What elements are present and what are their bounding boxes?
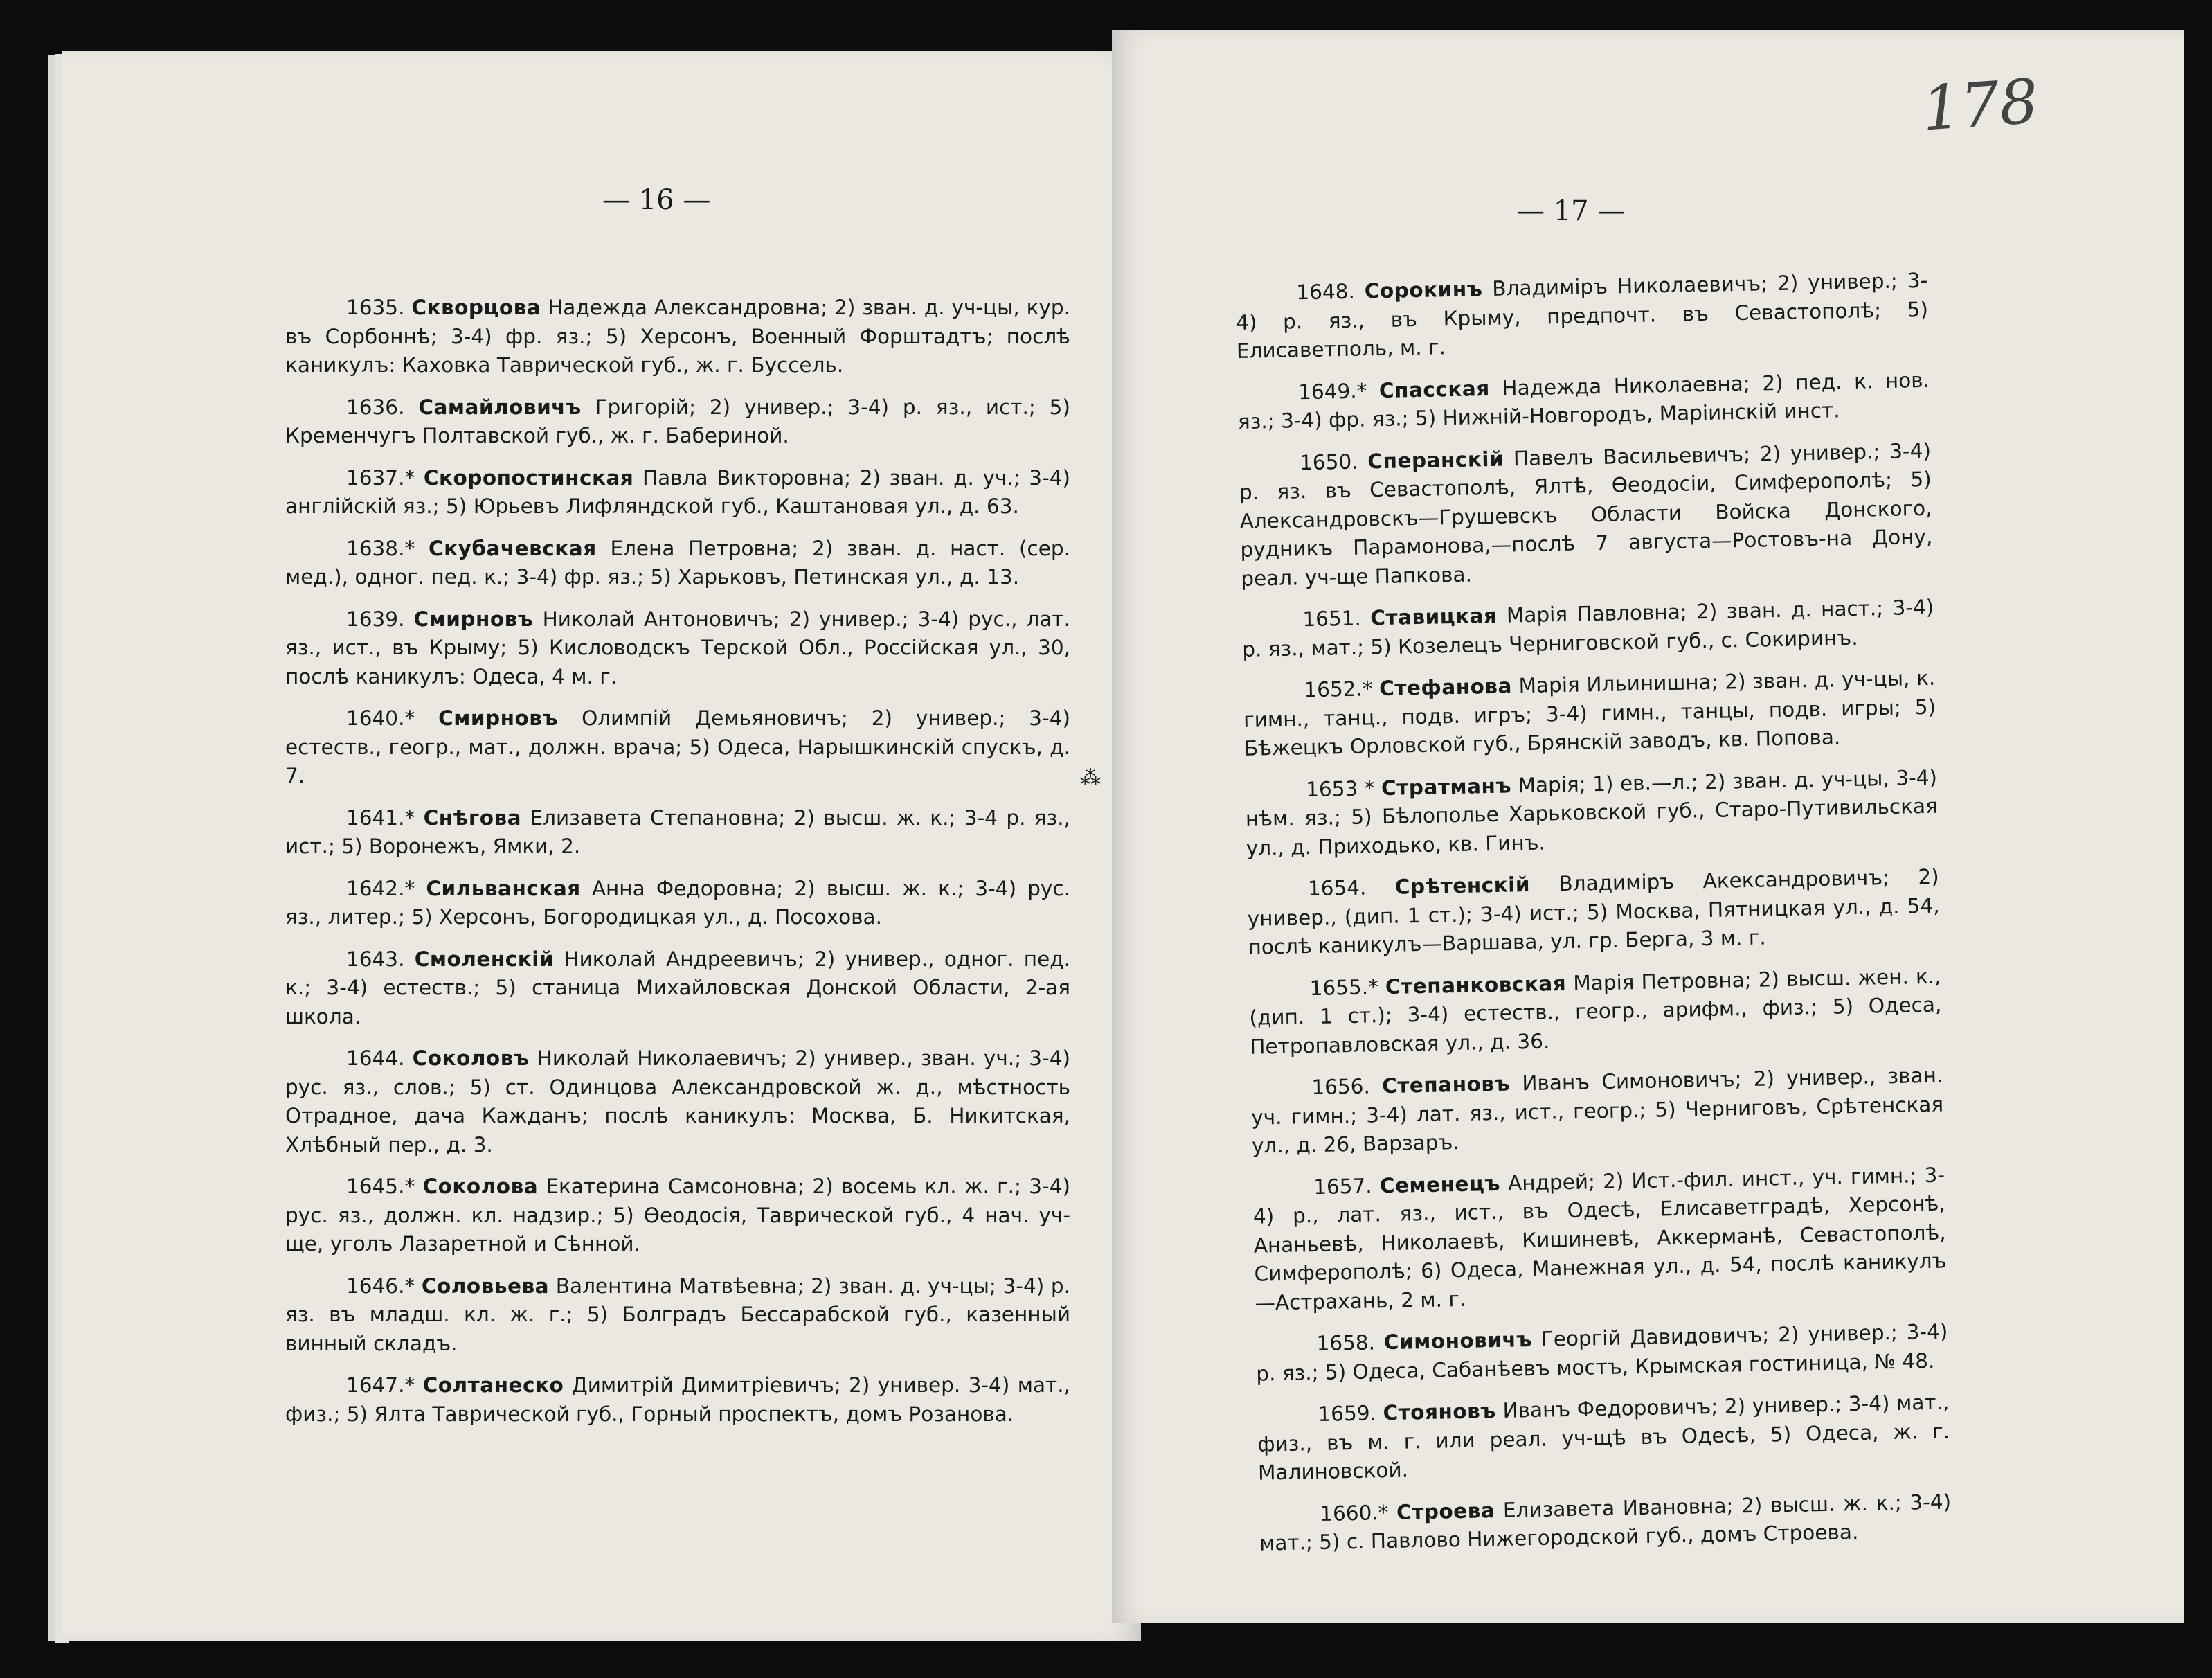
register-entry	[1239, 436, 1934, 593]
entry-number: 1649.*	[1297, 378, 1367, 404]
page-number: — 17 —	[1517, 195, 1626, 227]
entry-details: Елизавета Ивановна; 2) высш. ж. к.; 3-4) мат.; 5) с. Павлово Нижегородской губ., домъ Строева.	[1259, 1489, 1952, 1555]
entry-surname: Сперанскій	[1367, 447, 1504, 473]
entry-details: Владиміръ Акександровичъ; 2) универ., (дип. 1 ст.); 3-4) ист.; 5) Москва, Пятницкая ул., д. 54, послѣ каникулъ—Варшава, ул. гр. Берга, 3 м. г.	[1247, 864, 1940, 959]
entry-surname: Снѣгова	[423, 805, 522, 830]
entry-number: 1650.	[1299, 449, 1358, 474]
entry-details: Димитрій Димитріевичъ; 2) универ. 3-4) мат., физ.; 5) Ялта Таврической губ., Горный проспектъ, домъ Розанова.	[285, 1373, 1070, 1426]
register-entry	[285, 804, 1070, 862]
entry-details: Марія Ильинишна; 2) зван. д. уч-цы, к. гимн., танц., подв. игръ; 3-4) гимн., танцы, подв. игры; 5) Бѣжецкъ Орловской губ., Брянскій заводъ, кв. Попова.	[1243, 666, 1936, 760]
register-entry	[1237, 366, 1930, 436]
register-entry	[1241, 593, 1934, 664]
register-entry	[1247, 863, 1941, 963]
entry-surname: Скубачевская	[428, 536, 597, 560]
binding-thread: ⁂	[1080, 766, 1101, 790]
right-page	[1112, 30, 2184, 1623]
register-entry	[1248, 962, 1942, 1062]
register-entry	[285, 1044, 1070, 1159]
entry-number: 1648.	[1296, 279, 1356, 305]
entry-number: 1645.*	[346, 1175, 415, 1198]
entry-number: 1651.	[1302, 606, 1362, 632]
entry-surname: Спасская	[1378, 376, 1491, 402]
entry-details: Николай Антоновичъ; 2) универ.; 3-4) рус., лат. яз., ист., въ Крыму; 5) Кисловодскъ Терской Обл., Россійская ул., 30, послѣ каникулъ: Одеса, 4 м. г.	[285, 607, 1070, 688]
entry-number: 1656.	[1311, 1074, 1371, 1100]
entry-surname: Смоленскій	[414, 947, 555, 971]
entry-number: 1655.*	[1309, 974, 1379, 1000]
entry-details: Павла Викторовна; 2) зван. д. уч.; 3-4) англійскій яз.; 5) Юрьевъ Лифляндской губ., Каштановая ул., д. 63.	[285, 465, 1070, 518]
entry-surname: Стратманъ	[1381, 773, 1512, 800]
entry-details: Николай Андреевичъ; 2) универ., одног. пед. к.; 3-4) естеств.; 5) станица Михайловская Донской Области, 2-ая школа.	[285, 947, 1070, 1028]
entry-details: Павелъ Васильевичъ; 2) универ.; 3-4) р. яз. въ Севастополѣ, Ялтѣ, Ѳеодосіи, Симферополѣ; 5) Александровскъ—Грушевскъ Области Войска Донского, рудникъ Парамонова,—послѣ 7 августа—Ростовъ-на Дону, реал. уч-ще Папкова.	[1239, 438, 1933, 591]
entry-surname: Семенецъ	[1379, 1171, 1501, 1197]
register-entry	[285, 1172, 1070, 1259]
register-entry	[1252, 1161, 1948, 1318]
entry-number: 1641.*	[346, 805, 415, 830]
entry-surname: Степановъ	[1381, 1071, 1511, 1098]
entry-number: 1635.	[346, 296, 405, 319]
entry-surname: Соловьева	[421, 1274, 550, 1298]
register-entry	[285, 945, 1070, 1032]
entry-surname: Стояновъ	[1383, 1399, 1497, 1425]
entry-number: 1647.*	[346, 1373, 415, 1397]
entry-number: 1657.	[1313, 1173, 1372, 1199]
register-entry	[1235, 267, 1929, 366]
entry-number: 1642.*	[346, 876, 415, 900]
entry-details: Екатерина Самсоновна; 2) восемь кл. ж. г.; 3-4) рус. яз., должн. кл. надзир.; 5) Ѳеодосія, Таврической губ., 4 нач. уч-ще, уголъ Лазаретной и Сѣнной.	[285, 1175, 1070, 1256]
entry-number: 1654.	[1307, 875, 1367, 901]
entry-details: Надежда Николаевна; 2) пед. к. нов. яз.; 3-4) фр. яз.; 5) Нижній-Новгородъ, Маріинскій инст.	[1237, 368, 1930, 434]
register-entry	[1257, 1389, 1950, 1488]
entry-details: Иванъ Симоновичъ; 2) универ., зван. уч. гимн.; 3-4) лат. яз., ист., геогр.; 5) Черниговъ, Срѣтенская ул., д. 26, Варзаръ.	[1250, 1063, 1944, 1158]
entry-details: Елизавета Степановна; 2) высш. ж. к.; 3-4 р. яз., ист.; 5) Воронежъ, Ямки, 2.	[285, 805, 1070, 858]
entry-surname: Симоновичъ	[1383, 1328, 1533, 1355]
register-entry	[285, 464, 1070, 521]
entry-details: Олимпій Демьяновичъ; 2) универ.; 3-4) естеств., геогр., мат., должн. врача; 5) Одеса, Нарышкинскій спускъ, д. 7.	[285, 706, 1070, 787]
register-entry	[285, 1272, 1070, 1359]
entry-surname: Скоропостинская	[423, 465, 634, 490]
register-entry	[285, 535, 1070, 592]
entry-surname: Срѣтенскій	[1394, 872, 1531, 899]
entry-surname: Ставицкая	[1369, 603, 1498, 630]
register-entry	[1255, 1318, 1948, 1389]
entry-surname: Степанковская	[1385, 971, 1567, 999]
entry-details: Валентина Матвѣевна; 2) зван. д. уч-цы; 3-4) р. яз. въ младш. кл. ж. г.; 5) Болградъ Бессарабской губ., казенный винный складъ.	[285, 1274, 1070, 1355]
entry-surname: Скворцова	[411, 296, 541, 319]
entry-number: 1644.	[346, 1046, 405, 1070]
entry-details: Григорій; 2) универ.; 3-4) р. яз., ист.; 5) Кременчугъ Полтавской губ., ж. г. Бабериной.	[285, 395, 1070, 447]
entry-number: 1658.	[1316, 1330, 1376, 1356]
entry-surname: Самайловичъ	[418, 395, 582, 419]
register-entry	[285, 605, 1070, 692]
register-entry	[285, 294, 1070, 380]
entry-number: 1639.	[346, 607, 405, 631]
entry-details: Марія Петровна; 2) высш. жен. к., (дип. 1 ст.); 3-4) естеств., геогр., арифм., физ.; 5) Одеса, Петропавловская ул., д. 36.	[1249, 964, 1942, 1059]
entry-details: Георгій Давидовичъ; 2) универ.; 3-4) р. яз.; 5) Одеса, Сабанѣевъ мостъ, Крымская гостиница, № 48.	[1255, 1319, 1948, 1386]
entry-surname: Сорокинъ	[1364, 277, 1483, 303]
entry-details: Иванъ Федоровичъ; 2) универ.; 3-4) мат., физ., въ м. г. или реал. уч-щѣ въ Одесѣ, 5) Одеса, ж. г. Малиновской.	[1257, 1390, 1950, 1485]
left-page	[62, 51, 1141, 1641]
entry-details: Надежда Александровна; 2) зван. д. уч-цы, кур. въ Сорбоннѣ; 3-4) фр. яз.; 5) Херсонъ, Военный Форштадтъ; послѣ каникулъ: Каховка Таврической губ., ж. г. Буссель.	[285, 296, 1071, 377]
entry-list	[1235, 267, 1952, 1571]
register-entry	[1250, 1062, 1944, 1161]
entry-details: Анна Федоровна; 2) высш. ж. к.; 3-4) рус. яз., литер.; 5) Херсонъ, Богородицкая ул., д. Посохова.	[285, 876, 1070, 929]
entry-number: 1659.	[1318, 1401, 1377, 1427]
register-entry	[285, 1371, 1070, 1429]
entry-number: 1637.*	[346, 465, 415, 490]
entry-number: 1640.*	[346, 706, 415, 730]
entry-surname: Соколова	[422, 1175, 539, 1198]
entry-details: Марія; 1) ев.—л.; 2) зван. д. уч-цы, 3-4) нѣм. яз.; 5) Бѣлополье Харьковской губ., Старо-Путивильская ул., д. Приходько, кв. Гинъ.	[1245, 765, 1939, 860]
register-entry	[285, 875, 1070, 932]
entry-number: 1660.*	[1319, 1500, 1389, 1526]
register-entry	[285, 704, 1070, 791]
entry-surname: Сильванская	[426, 876, 581, 900]
entry-number: 1643.	[346, 947, 405, 971]
entry-details: Владиміръ Николаевичъ; 2) универ.; 3-4) р. яз., въ Крыму, предпочт. въ Севастополѣ; 5) Елисаветполь, м. г.	[1235, 268, 1929, 363]
entry-surname: Стефанова	[1378, 674, 1513, 701]
entry-surname: Строева	[1396, 1498, 1495, 1524]
entry-details: Андрей; 2) Ист.-фил. инст., уч. гимн.; 3-4) р., лат. яз., ист., въ Одесѣ, Елисаветградѣ, Херсонѣ, Ананьевѣ, Николаевѣ, Кишиневѣ, Аккерманѣ, Севастополѣ, Симферополѣ; 6) Одеса, Манежная ул., д. 54, послѣ каникулъ—Астрахань, 2 м. г.	[1252, 1163, 1947, 1315]
entry-number: 1638.*	[346, 536, 415, 560]
entry-details: Елена Петровна; 2) зван. д. наст. (сер. мед.), одног. пед. к.; 3-4) фр. яз.; 5) Харьковъ, Петинская ул., д. 13.	[285, 536, 1070, 589]
entry-surname: Солтанеско	[422, 1373, 564, 1397]
register-entry	[1245, 763, 1939, 863]
entry-number: 1646.*	[346, 1274, 415, 1298]
entry-details: Николай Николаевичъ; 2) универ., зван. уч.; 3-4) рус. яз., слов.; 5) ст. Одинцова Александровской ж. д., мѣстность Отрадное, дача Кажданъ; послѣ каникулъ: Москва, Б. Никитская, Хлѣбный пер., д. 3.	[285, 1046, 1070, 1157]
page-number: — 16 —	[602, 184, 711, 216]
register-entry	[1243, 664, 1936, 764]
register-entry	[285, 393, 1070, 451]
entry-number: 1636.	[346, 395, 405, 419]
entry-details: Марія Павловна; 2) зван. д. наст.; 3-4) р. яз., мат.; 5) Козелецъ Черниговской губ., с. Сокиринъ.	[1241, 595, 1934, 661]
entry-number: 1652.*	[1304, 677, 1373, 702]
entry-surname: Смирновъ	[438, 706, 559, 730]
handwritten-folio-number: 178	[1919, 65, 2041, 145]
entry-list	[285, 294, 1070, 1442]
register-entry	[1259, 1488, 1952, 1558]
entry-surname: Соколовъ	[412, 1046, 530, 1070]
entry-number: 1653 *	[1305, 776, 1375, 801]
entry-surname: Смирновъ	[413, 607, 534, 631]
